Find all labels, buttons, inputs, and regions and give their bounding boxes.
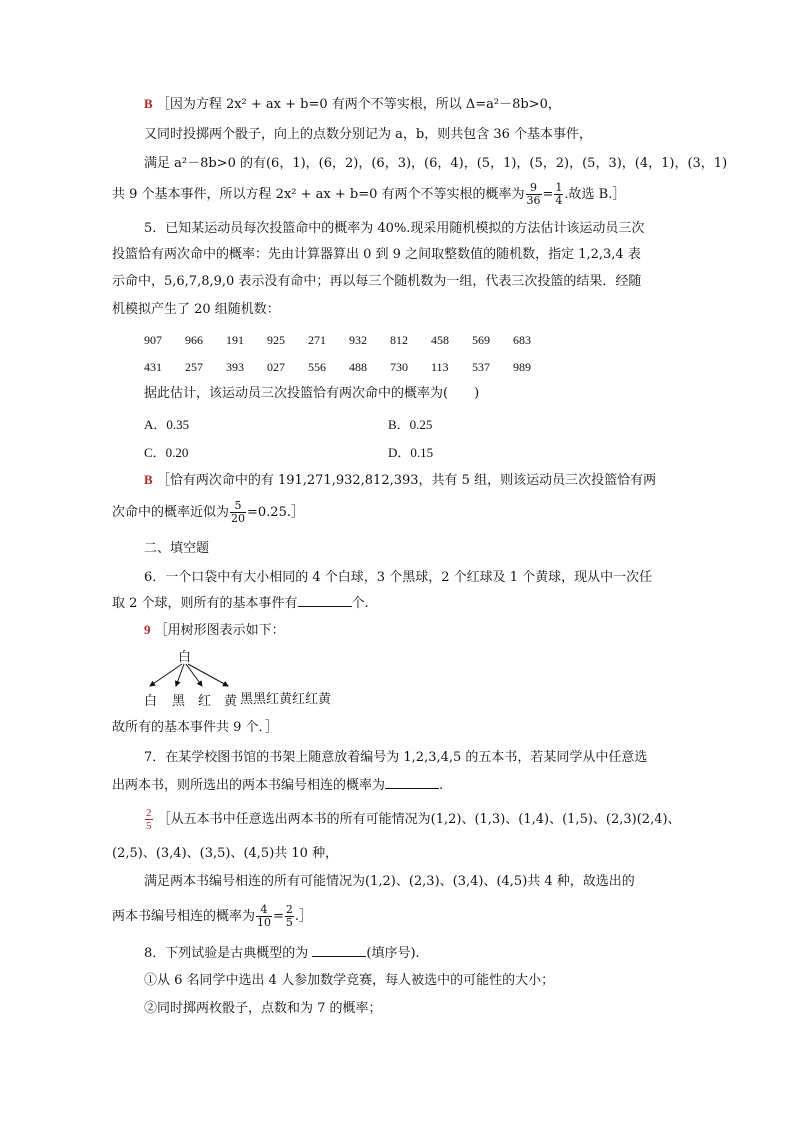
q6-solution-line-1: 9 ［用树形图表示如下：	[144, 622, 285, 638]
tree-leaf: 黑	[172, 694, 186, 709]
q4-solution-line-1: B ［因为方程 2x² + ax + b=0 有两个不等实根，所以 Δ=a²－8b>0，	[144, 96, 561, 112]
random-number: 966	[185, 333, 203, 347]
random-number: 488	[349, 360, 367, 374]
q7-solution-line-1: $\frac{2}{5}$ ［从五本书中任意选出两本书的所有可能情况为(1,2)、(1,3)、(1,4)、(1,5)、(2,3)(2,4)、	[146, 807, 681, 832]
option-a: A．0.35	[144, 417, 190, 432]
option-b: B．0.25	[388, 417, 433, 432]
random-numbers-row-2	[144, 360, 554, 375]
q8-item-2: ②同时掷两枚骰子，点数和为 7 的概率；	[144, 1001, 382, 1016]
answer-mark: B	[144, 96, 153, 111]
random-number: 431	[144, 360, 162, 374]
tree-leaf: 红	[198, 694, 212, 709]
q5-question: 据此估计，该运动员三次投篮恰有两次命中的概率为( )	[144, 386, 480, 401]
random-number: 730	[390, 360, 408, 374]
random-number: 989	[513, 360, 531, 374]
q8-line-1: 8．下列试验是古典概型的为 (填序号).	[144, 946, 420, 961]
q7-line-2: 出两本书，则所选出的两本书编号相连的概率为 .	[112, 778, 444, 793]
random-number: 812	[390, 333, 408, 347]
option-c: C．0.20	[144, 445, 189, 460]
q7-solution-line-3: 满足两本书编号相连的所有可能情况为(1,2)、(2,3)、(3,4)、(4,5)共 4 种，故选出的	[144, 874, 635, 889]
answer-mark: B	[144, 472, 153, 487]
tree-leaf: 黄	[224, 694, 238, 709]
q4-solution-line-2: 又同时投掷两个骰子，向上的点数分别记为 a，b，则共包含 36 个基本事件，	[144, 127, 593, 142]
q5-line-4: 机模拟产生了 20 组随机数：	[112, 302, 280, 317]
random-number: 569	[472, 333, 490, 347]
q7-line-1: 7．在某学校图书馆的书架上随意放着编号为 1,2,3,4,5 的五本书，若某同学从中任意选	[144, 750, 648, 765]
q5-line-3: 示命中，5,6,7,8,9,0 表示没有命中；再以每三个随机数为一组，代表三次投篮的结果．经随	[112, 274, 642, 289]
random-number: 907	[144, 333, 162, 347]
tree-leaf: 白	[144, 694, 158, 709]
tree-diagram	[140, 644, 250, 709]
q5-line-2: 投篮恰有两次命中的概率：先由计算器算出 0 到 9 之间取整数值的随机数，指定 1,2,3,4 表	[112, 247, 641, 262]
q6-line-2: 取 2 个球，则所有的基本事件有 个.	[112, 596, 369, 611]
q6-solution-line-2: 故所有的基本事件共 9 个．］	[112, 720, 279, 735]
random-number: 537	[472, 360, 490, 374]
q5-line-1: 5．已知某运动员每次投篮命中的概率为 40%.现采用随机模拟的方法估计该运动员三次	[144, 221, 645, 236]
q4-solution-line-4: 共 9 个基本事件，所以方程 2x² + ax + b=0 有两个不等实根的概率为 $\frac{9}{36}$ = $\frac{1}{4}$ .故选 B.］	[112, 181, 626, 207]
answer-blank	[385, 776, 439, 789]
fraction: $\frac{4}{10}$	[257, 903, 272, 929]
tree-root: 白	[178, 650, 192, 665]
q8-item-1: ①从 6 名同学中选出 4 人参加数学竞赛，每人被选中的可能性的大小；	[144, 973, 555, 988]
random-number: 556	[308, 360, 326, 374]
random-number: 393	[226, 360, 244, 374]
answer-fraction: $\frac{2}{5}$	[146, 807, 152, 832]
fraction: $\frac{2}{5}$	[285, 903, 293, 929]
random-number: 683	[513, 333, 531, 347]
answer-blank	[312, 944, 366, 957]
random-number: 191	[226, 333, 244, 347]
random-numbers-row-1	[144, 333, 554, 348]
random-number: 113	[431, 360, 449, 374]
random-number: 458	[431, 333, 449, 347]
q5-solution-line-2: 次命中的概率近似为 $\frac{5}{20}$ =0.25.］	[112, 499, 304, 525]
random-number: 271	[308, 333, 326, 347]
answer-mark: 9	[144, 622, 151, 637]
random-number: 925	[267, 333, 285, 347]
fraction: $\frac{9}{36}$	[526, 181, 541, 207]
tree-tail: 黑黑红黄红红黄	[240, 692, 332, 707]
q7-solution-line-2: (2,5)、(3,4)、(3,5)、(4,5)共 10 种，	[112, 846, 339, 861]
section-title: 二、填空题	[144, 541, 210, 556]
option-d: D．0.15	[388, 445, 434, 460]
random-number: 932	[349, 333, 367, 347]
fraction: $\frac{1}{4}$	[555, 181, 563, 207]
q5-solution-line-1: B ［恰有两次命中的有 191,271,932,812,393，共有 5 组，则该运动员三次投篮恰有两	[144, 472, 657, 488]
fraction: $\frac{5}{20}$	[231, 499, 246, 525]
q7-solution-line-4: 两本书编号相连的概率为 $\frac{4}{10}$ = $\frac{2}{5}$ .］	[112, 903, 313, 929]
q6-line-1: 6．一个口袋中有大小相同的 4 个白球，3 个黑球，2 个红球及 1 个黄球，现从中一次任	[144, 570, 653, 585]
q4-solution-line-3: 满足 a²－8b>0 的有(6，1)，(6，2)，(6，3)，(6，4)，(5，1)，(5，2)，(5，3)，(4，1)，(3，1)	[144, 156, 728, 171]
answer-blank	[298, 594, 352, 607]
random-number: 257	[185, 360, 203, 374]
random-number: 027	[267, 360, 285, 374]
